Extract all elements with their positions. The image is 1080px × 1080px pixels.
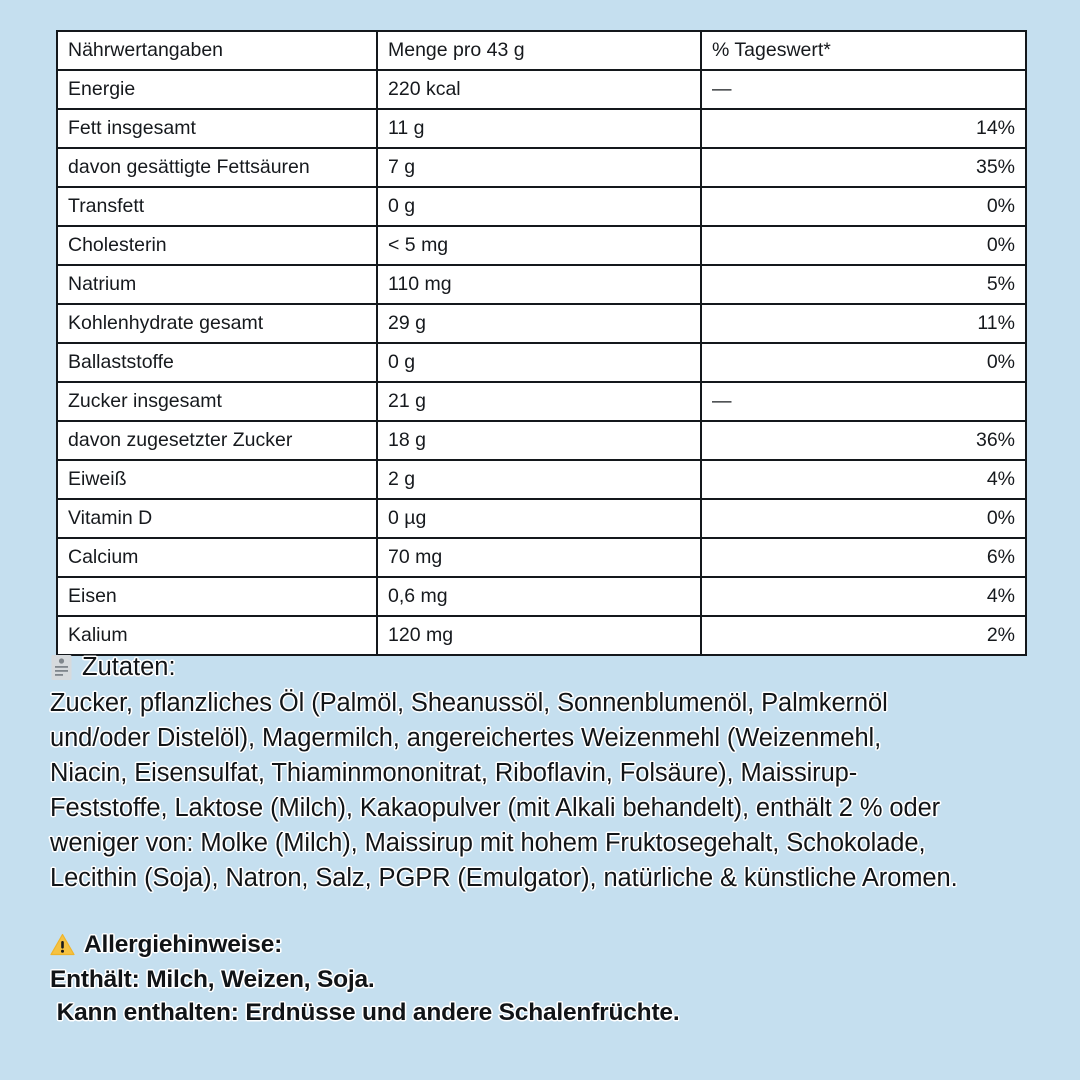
- table-row: [57, 343, 1026, 382]
- table-header-row: [57, 31, 1026, 70]
- nutrient-name-cell: Natrium: [57, 265, 377, 304]
- allergen-heading: [50, 928, 1035, 961]
- nutrient-name-cell: Calcium: [57, 538, 377, 577]
- table-row: [57, 460, 1026, 499]
- nutrient-amount-cell: 21 g: [377, 382, 701, 421]
- nutrition-facts-table: [56, 30, 1027, 656]
- daily-value-cell: 6%: [701, 538, 1026, 577]
- daily-value-cell: —: [701, 382, 1026, 421]
- ingredients-section: [50, 650, 1035, 896]
- nutrient-amount-cell: 11 g: [377, 109, 701, 148]
- ingredients-line: Niacin, Eisensulfat, Thiaminmononitrat, Riboflavin, Folsäure), Maissirup-: [50, 759, 858, 787]
- nutrient-name-cell: Energie: [57, 70, 377, 109]
- ingredients-line: und/oder Distelöl), Magermilch, angereichertes Weizenmehl (Weizenmehl,: [50, 724, 882, 752]
- daily-value-cell: 36%: [701, 421, 1026, 460]
- daily-value-cell: 5%: [701, 265, 1026, 304]
- nutrient-name-cell: Vitamin D: [57, 499, 377, 538]
- daily-value-cell: 35%: [701, 148, 1026, 187]
- ingredients-line: Feststoffe, Laktose (Milch), Kakaopulver (mit Alkali behandelt), enthält 2 % oder: [50, 794, 941, 822]
- nutrient-amount-cell: 2 g: [377, 460, 701, 499]
- daily-value-cell: 11%: [701, 304, 1026, 343]
- nutrition-facts-table-container: [56, 30, 1025, 656]
- nutrient-amount-cell: 0 µg: [377, 499, 701, 538]
- daily-value-cell: 2%: [701, 616, 1026, 655]
- table-row: [57, 109, 1026, 148]
- nutrient-name-cell: Ballaststoffe: [57, 343, 377, 382]
- allergen-heading-text: Allergiehinweise:: [84, 931, 283, 958]
- daily-value-cell: 0%: [701, 343, 1026, 382]
- table-row: [57, 499, 1026, 538]
- nutrient-amount-cell: 0 g: [377, 187, 701, 226]
- daily-value-cell: 4%: [701, 460, 1026, 499]
- warning-triangle-icon: [50, 933, 75, 956]
- daily-value-cell: 0%: [701, 187, 1026, 226]
- nutrient-name-cell: Kalium: [57, 616, 377, 655]
- nutrient-name-cell: Cholesterin: [57, 226, 377, 265]
- table-header-cell-1: Menge pro 43 g: [377, 31, 701, 70]
- ingredients-line: Lecithin (Soja), Natron, Salz, PGPR (Emulgator), natürliche & künstliche Aromen.: [50, 864, 958, 892]
- daily-value-cell: 0%: [701, 499, 1026, 538]
- table-header-cell-0: Nährwertangaben: [57, 31, 377, 70]
- nutrient-amount-cell: 220 kcal: [377, 70, 701, 109]
- table-row: [57, 187, 1026, 226]
- daily-value-cell: —: [701, 70, 1026, 109]
- daily-value-cell: 4%: [701, 577, 1026, 616]
- table-row: [57, 577, 1026, 616]
- daily-value-cell: 14%: [701, 109, 1026, 148]
- nutrient-name-cell: Kohlenhydrate gesamt: [57, 304, 377, 343]
- nutrient-name-cell: Eiweiß: [57, 460, 377, 499]
- table-row: [57, 421, 1026, 460]
- table-row: [57, 148, 1026, 187]
- allergen-section: [50, 928, 1035, 1029]
- ingredients-heading-text: Zutaten:: [82, 653, 176, 681]
- allergen-text: [50, 963, 1035, 1029]
- table-row: [57, 304, 1026, 343]
- nutrient-amount-cell: 70 mg: [377, 538, 701, 577]
- nutrient-name-cell: Transfett: [57, 187, 377, 226]
- allergen-line: Enthält: Milch, Weizen, Soja.: [50, 966, 375, 993]
- allergen-line: Kann enthalten: Erdnüsse und andere Schalenfrüchte.: [50, 999, 680, 1026]
- table-row: [57, 265, 1026, 304]
- table-row: [57, 382, 1026, 421]
- nutrient-name-cell: Fett insgesamt: [57, 109, 377, 148]
- nutrient-name-cell: Zucker insgesamt: [57, 382, 377, 421]
- table-row: [57, 538, 1026, 577]
- nutrient-amount-cell: 120 mg: [377, 616, 701, 655]
- table-row: [57, 70, 1026, 109]
- nutrient-amount-cell: 110 mg: [377, 265, 701, 304]
- nutrient-amount-cell: 18 g: [377, 421, 701, 460]
- nutrient-amount-cell: 0 g: [377, 343, 701, 382]
- ingredients-heading: [50, 650, 1035, 684]
- nutrient-amount-cell: 7 g: [377, 148, 701, 187]
- ingredients-text: [50, 686, 1035, 896]
- nutrient-amount-cell: 29 g: [377, 304, 701, 343]
- nutrient-name-cell: davon gesättigte Fettsäuren: [57, 148, 377, 187]
- table-row: [57, 226, 1026, 265]
- receipt-icon: [50, 654, 73, 681]
- nutrient-name-cell: Eisen: [57, 577, 377, 616]
- daily-value-cell: 0%: [701, 226, 1026, 265]
- ingredients-line: Zucker, pflanzliches Öl (Palmöl, Sheanussöl, Sonnenblumenöl, Palmkernöl: [50, 689, 888, 717]
- nutrient-name-cell: davon zugesetzter Zucker: [57, 421, 377, 460]
- ingredients-line: weniger von: Molke (Milch), Maissirup mit hohem Fruktosegehalt, Schokolade,: [50, 829, 926, 857]
- table-header-cell-2: % Tageswert*: [701, 31, 1026, 70]
- nutrient-amount-cell: < 5 mg: [377, 226, 701, 265]
- nutrient-amount-cell: 0,6 mg: [377, 577, 701, 616]
